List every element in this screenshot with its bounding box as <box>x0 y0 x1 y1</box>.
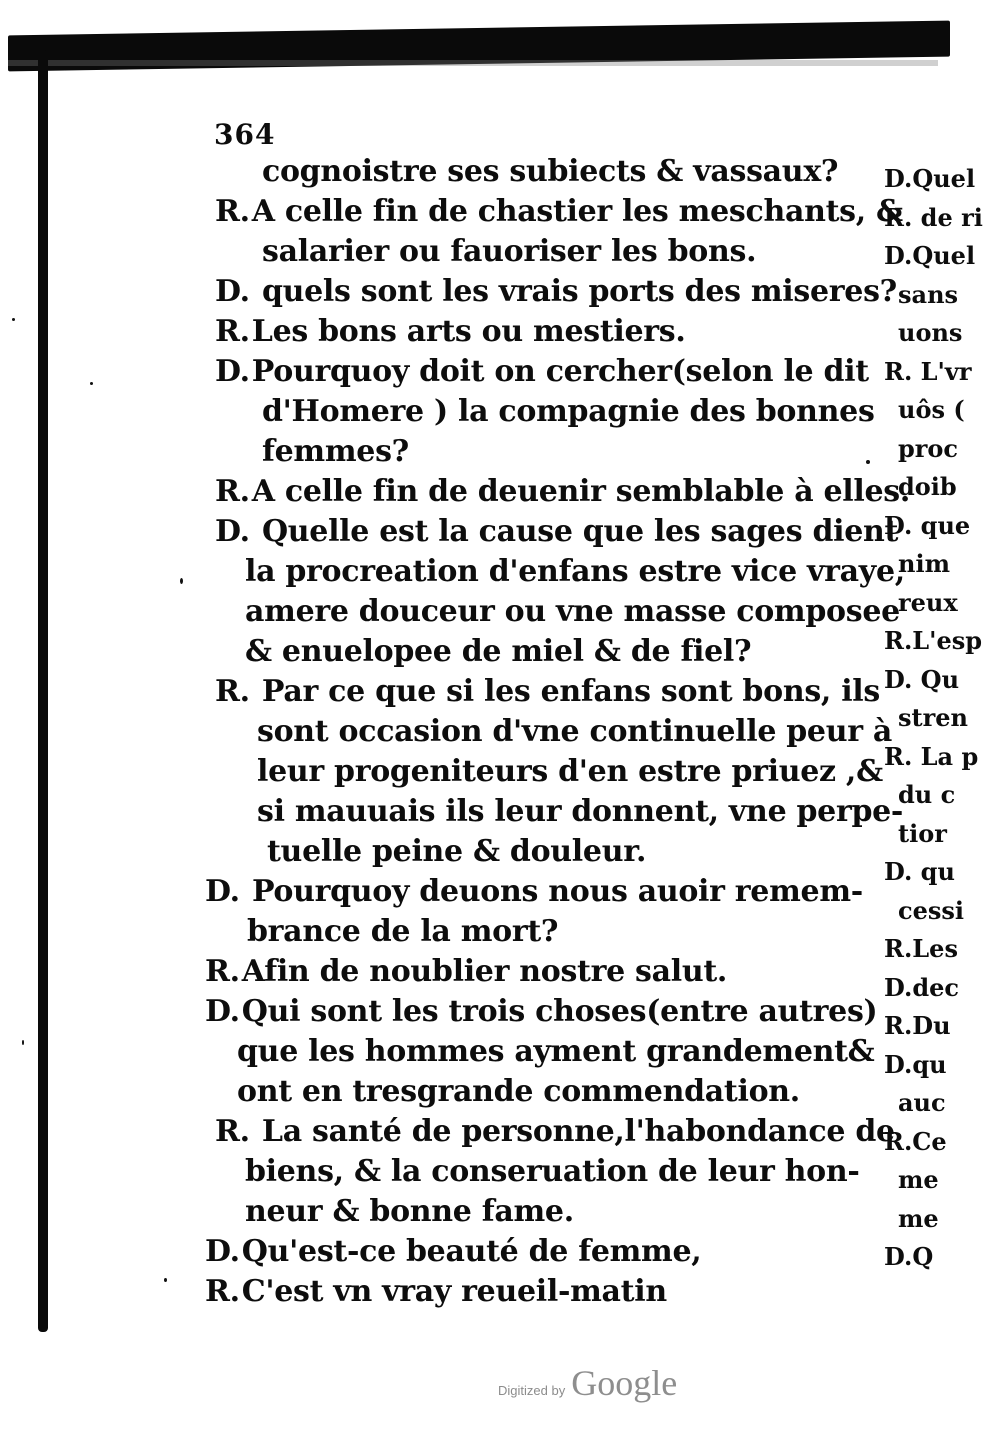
main-text-block <box>205 152 910 1312</box>
text-line: D. Pourquoy deuons nous auoir remem- <box>205 874 863 909</box>
facing-page-fragment: stren <box>898 703 968 732</box>
text-line: salarier ou fauoriser les bons. <box>262 234 757 269</box>
facing-page-fragment: me <box>898 1165 939 1194</box>
text-line: d'Homere ) la compagnie des bonnes <box>262 394 875 429</box>
scan-speck <box>90 382 93 385</box>
text-line: D.Qui sont les trois choses(entre autres) <box>205 994 878 1029</box>
facing-page-fragment: D. Qu <box>884 664 960 694</box>
scan-speck <box>12 318 15 321</box>
text-line: neur & bonne fame. <box>245 1194 574 1229</box>
facing-page-fragment: du c <box>898 780 956 809</box>
facing-page-fragment: D. que <box>884 510 971 540</box>
text-line: R.A celle fin de deuenir semblable à elles. <box>215 474 910 509</box>
page-number: 364 <box>214 118 276 151</box>
facing-page-fragment: D.dec <box>884 972 959 1002</box>
facing-page-fragment: proc <box>898 433 959 463</box>
facing-page-fragment: D.Q <box>884 1242 934 1271</box>
text-line: D. quels sont les vrais ports des miseres? <box>215 274 897 309</box>
facing-page-fragment: sans <box>898 279 959 309</box>
text-line: si mauuais ils leur donnent, vne perpe- <box>257 794 904 829</box>
text-line: sont occasion d'vne continuelle peur à <box>257 714 893 749</box>
facing-page-fragment: auc <box>898 1088 946 1117</box>
text-line: brance de la mort? <box>247 914 559 949</box>
text-line: femmes? <box>262 434 409 469</box>
text-line: leur progeniteurs d'en estre priuez ,& <box>257 754 883 789</box>
facing-page-fragment: D.qu <box>884 1049 947 1079</box>
text-line: R.Les bons arts ou mestiers. <box>215 314 686 349</box>
watermark-prefix: Digitized by <box>498 1383 566 1398</box>
text-line: tuelle peine & douleur. <box>267 834 647 869</box>
facing-page-fragment: doib <box>898 472 957 501</box>
facing-page-fragment: reux <box>898 587 958 617</box>
page-top-edge-gray <box>8 60 938 66</box>
text-line: ont en tresgrande commendation. <box>237 1074 800 1109</box>
google-logo: Google <box>571 1363 678 1403</box>
scan-speck <box>866 460 870 464</box>
facing-page-fragment: uons <box>898 318 963 347</box>
facing-page-fragment: cessi <box>898 895 965 925</box>
text-line: R. La santé de personne,l'habondance de <box>215 1114 895 1149</box>
facing-page-fragment: me <box>898 1203 939 1233</box>
facing-page-fragment: R.Les <box>884 934 958 963</box>
text-line: que les hommes ayment grandement& <box>237 1034 875 1069</box>
text-line: biens, & la conseruation de leur hon- <box>245 1154 860 1189</box>
text-line: la procreation d'enfans estre vice vraye, <box>245 554 905 589</box>
book-spine-gutter <box>38 50 48 1332</box>
text-line: D.Pourquoy doit on cercher(selon le dit <box>215 354 869 389</box>
facing-page-column <box>884 160 983 1277</box>
text-line: R.C'est vn vray reueil-matin <box>205 1274 667 1309</box>
facing-page-fragment: tior <box>898 818 947 848</box>
facing-page-fragment: R.Ce <box>884 1126 947 1156</box>
text-line: R.Afin de noublier nostre salut. <box>205 954 728 989</box>
text-line: amere douceur ou vne masse composee <box>245 594 900 629</box>
facing-page-fragment: nim <box>898 549 950 578</box>
scan-speck <box>22 1040 24 1045</box>
facing-page-fragment: D. qu <box>884 857 955 886</box>
text-line: & enuelopee de miel & de fiel? <box>245 634 752 669</box>
facing-page-fragment: uôs ( <box>898 395 965 424</box>
facing-page-fragment: D.Quel <box>884 241 976 270</box>
facing-page-fragment: R. La p <box>884 741 979 771</box>
facing-page-fragment: R.L'esp <box>884 626 983 655</box>
facing-page-fragment: D.Quel <box>884 164 976 193</box>
facing-page-fragment: R. L'vr <box>884 356 972 386</box>
text-line: D.Qu'est-ce beauté de femme, <box>205 1234 702 1269</box>
scan-speck <box>164 1278 167 1282</box>
facing-page-fragment: R.Du <box>884 1011 951 1040</box>
text-line: R.A celle fin de chastier les meschants, & <box>215 194 903 229</box>
digitized-watermark <box>498 1362 677 1404</box>
scan-speck <box>180 578 183 584</box>
facing-page-fragment: R. de ri <box>884 202 983 232</box>
text-line: R. Par ce que si les enfans sont bons, ils <box>215 674 880 709</box>
text-line: D. Quelle est la cause que les sages dient <box>215 514 899 549</box>
text-line: cognoistre ses subiects & vassaux? <box>262 154 839 189</box>
